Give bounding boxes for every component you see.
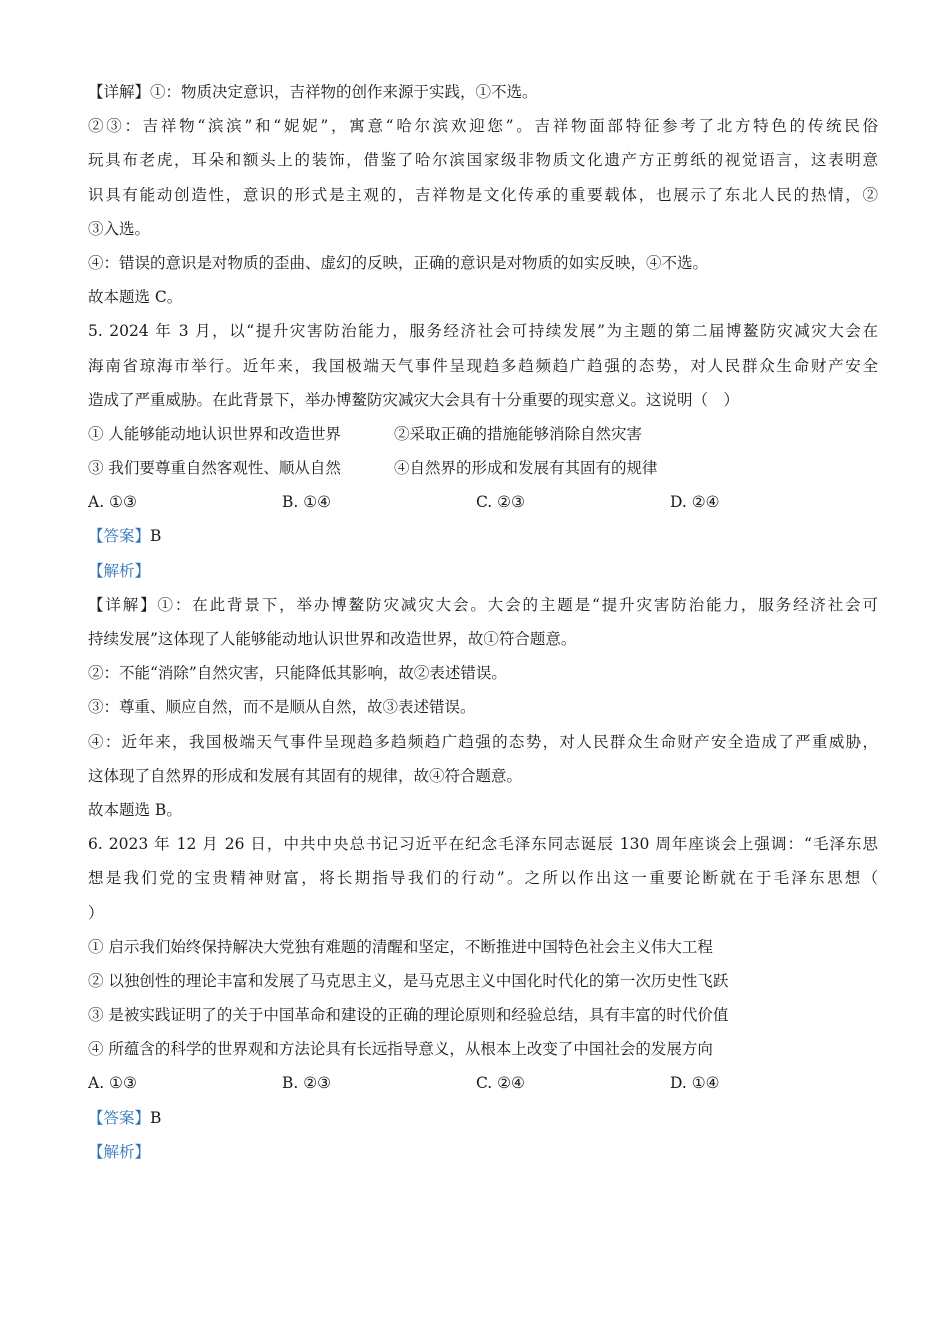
q5-statement: ③ 我们要尊重自然客观性、顺从自然 <box>88 459 341 478</box>
q5-option-a: A. ①③ <box>88 493 137 512</box>
q5-statements-row <box>88 417 878 451</box>
q6-stem-line: 想是我们党的宝贵精神财富，将长期指导我们的行动”。之所以作出这一重要论断就在于毛泽东思想（ <box>88 869 878 888</box>
q4-detail-p2-line: 识具有能动创造性，意识的形式是主观的，吉祥物是文化传承的重要载体，也展示了东北人民的热情，② <box>88 185 878 204</box>
q5-option-c: C. ②③ <box>476 493 525 512</box>
q6-option-b: B. ②③ <box>282 1074 332 1093</box>
q4-detail-p1: 【详解】①：物质决定意识，吉祥物的创作来源于实践，①不选。 <box>88 83 538 101</box>
q6-statement: ② 以独创性的理论丰富和发展了马克思主义，是马克思主义中国化时代化的第一次历史性飞跃 <box>88 971 729 990</box>
q5-statement: ②采取正确的措施能够消除自然灾害 <box>394 424 643 443</box>
q4-conclusion: 故本题选 C。 <box>88 288 183 307</box>
q6-option-a: A. ①③ <box>88 1074 137 1093</box>
q5-detail-d1-line: 【详解】①：在此背景下，举办博鳌防灾减灾大会。大会的主题是“提升灾害防治能力，服务经济社会可 <box>88 595 878 614</box>
q5-analysis <box>88 554 878 588</box>
q6-stem-line: ） <box>88 903 104 922</box>
q6-statement: ③ 是被实践证明了的关于中国革命和建设的正确的理论原则和经验总结，具有丰富的时代价值 <box>88 1006 729 1025</box>
q5-answer: 【答案】B <box>88 527 162 546</box>
q5-statement: ④自然界的形成和发展有其固有的规律 <box>394 459 658 478</box>
q5-detail-d3: ③：尊重、顺应自然，而不是顺从自然，故③表述错误。 <box>88 698 476 717</box>
q5-detail-d2: ②：不能“消除”自然灾害，只能降低其影响，故②表述错误。 <box>88 664 507 683</box>
analysis-tag: 【解析】 <box>88 561 151 580</box>
q6-answer: 【答案】B <box>88 1108 162 1127</box>
answer-tag: 【答案】 <box>88 527 151 546</box>
analysis-tag: 【解析】 <box>88 1142 151 1161</box>
q6-statement: ① 启示我们始终保持解决大党独有难题的清醒和坚定，不断推进中国特色社会主义伟大工程 <box>88 937 713 956</box>
q5-detail-d1-line: 持续发展”这体现了人能够能动地认识世界和改造世界，故①符合题意。 <box>88 630 577 648</box>
q6-options-row <box>88 1066 878 1100</box>
q6-stem-line: 6. 2023 年 12 月 26 日，中共中央总书记习近平在纪念毛泽东同志诞辰 130 周年座谈会上强调：“毛泽东思 <box>88 835 878 854</box>
answer-tag: 【答案】 <box>88 1108 151 1127</box>
q5-conclusion: 故本题选 B。 <box>88 800 182 819</box>
q5-stem-line: 5. 2024 年 3 月，以“提升灾害防治能力，服务经济社会可持续发展”为主题的第二届博鳌防灾减灾大会在 <box>88 322 878 341</box>
q4-detail-p2-line: ③入选。 <box>88 219 151 238</box>
q5-statements-row <box>88 451 878 485</box>
q5-statement: ① 人能够能动地认识世界和改造世界 <box>88 424 341 443</box>
q4-detail-p3: ④：错误的意识是对物质的歪曲、虚幻的反映，正确的意识是对物质的如实反映，④不选。 <box>88 253 709 272</box>
q5-detail-d4-line: ④：近年来，我国极端天气事件呈现趋多趋频趋广趋强的态势，对人民群众生命财产安全造成了严重威胁， <box>88 732 878 751</box>
q6-option-d: D. ①④ <box>670 1074 720 1093</box>
q6-analysis <box>88 1135 878 1169</box>
q4-detail-p2-line: ②③：吉祥物“滨滨”和“妮妮”，寓意“哈尔滨欢迎您”。吉祥物面部特征参考了北方特色的传统民俗 <box>88 117 878 136</box>
q5-option-d: D. ②④ <box>670 493 720 512</box>
q5-detail-d4-line: 这体现了自然界的形成和发展有其固有的规律，故④符合题意。 <box>88 766 523 785</box>
q5-stem-line: 造成了严重威胁。在此背景下，举办博鳌防灾减灾大会具有十分重要的现实意义。这说明（ ） <box>88 390 740 409</box>
q6-statement: ④ 所蕴含的科学的世界观和方法论具有长远指导意义，从根本上改变了中国社会的发展方向 <box>88 1040 713 1059</box>
q5-options-row <box>88 485 878 519</box>
q4-detail-p2-line: 玩具布老虎，耳朵和额头上的装饰，借鉴了哈尔滨国家级非物质文化遗产方正剪纸的视觉语言，这表明意 <box>88 151 878 170</box>
document-page <box>88 75 878 1169</box>
q6-option-c: C. ②④ <box>476 1074 525 1093</box>
q5-stem-line: 海南省琼海市举行。近年来，我国极端天气事件呈现趋多趋频趋广趋强的态势，对人民群众生命财产安全 <box>88 356 878 375</box>
q5-option-b: B. ①④ <box>282 493 332 512</box>
